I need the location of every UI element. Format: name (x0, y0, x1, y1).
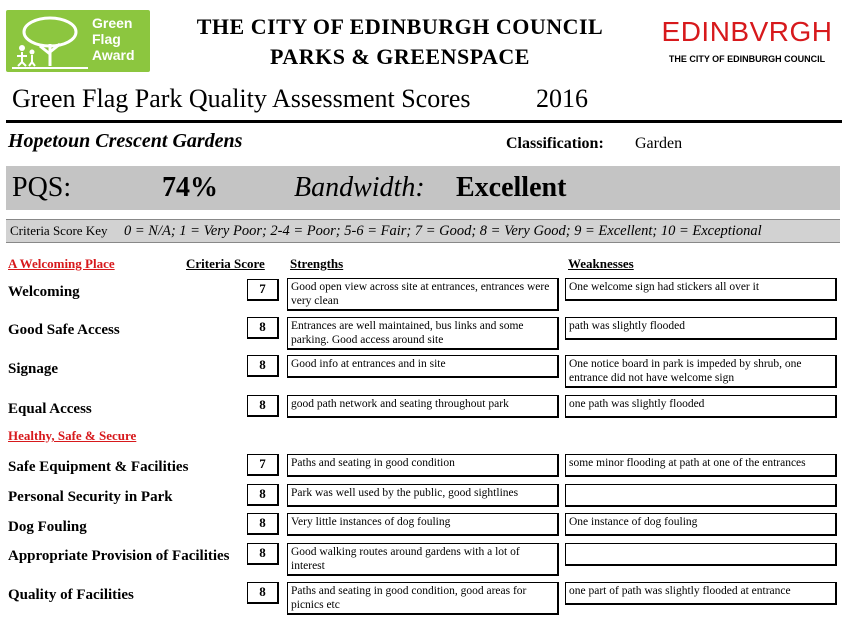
council-title: THE CITY OF EDINBURGH COUNCIL (196, 14, 604, 39)
edinburgh-logo-subtitle: THE CITY OF EDINBURGH COUNCIL (668, 54, 826, 64)
criterion-score: 8 (247, 355, 279, 377)
weaknesses-cell (565, 543, 837, 566)
strengths-cell: Very little instances of dog fouling (287, 513, 559, 536)
criterion-score: 7 (247, 279, 279, 301)
criterion-label: Personal Security in Park (8, 489, 173, 505)
classification-value: Garden (635, 135, 683, 152)
criterion-score: 8 (247, 484, 279, 506)
strengths-cell: Park was well used by the public, good sightlines (287, 484, 559, 507)
weaknesses-cell: one part of path was slightly flooded at entrance (565, 582, 837, 605)
criterion-score: 8 (247, 582, 279, 604)
gf-logo-line-3: Award (92, 47, 135, 63)
green-flag-award-logo (6, 10, 150, 72)
pqs-value: 74% (162, 172, 218, 203)
criterion-score: 8 (247, 543, 279, 565)
criterion-score: 8 (247, 395, 279, 417)
weaknesses-cell: path was slightly flooded (565, 317, 837, 340)
column-header-strengths: Strengths (290, 256, 344, 271)
section-heading-welcoming: A Welcoming Place (8, 256, 115, 271)
strengths-cell: Entrances are well maintained, bus links and some parking. Good access around site (287, 317, 559, 350)
strengths-cell: Good open view across site at entrances, entrances were very clean (287, 278, 559, 311)
strengths-cell: Paths and seating in good condition (287, 454, 559, 477)
weaknesses-cell: One notice board in park is impeded by shrub, one entrance did not have welcome sign (565, 355, 837, 388)
strengths-cell: Paths and seating in good condition, good areas for picnics etc (287, 582, 559, 615)
gf-logo-line-2: Flag (92, 31, 121, 47)
gf-logo-line-1: Green (92, 15, 133, 31)
criterion-label: Appropriate Provision of Facilities (8, 548, 230, 564)
score-key-text: 0 = N/A; 1 = Very Poor; 2-4 = Poor; 5-6 = Fair; 7 = Good; 8 = Very Good; 9 = Excellent; 10 = Exceptional (124, 223, 762, 239)
weaknesses-cell: some minor flooding at path at one of the entrances (565, 454, 837, 477)
criterion-label: Signage (8, 361, 59, 377)
criterion-score: 8 (247, 513, 279, 535)
score-key-label: Criteria Score Key (10, 223, 108, 238)
report-title: Green Flag Park Quality Assessment Scores (12, 84, 471, 113)
classification-label: Classification: (506, 135, 604, 152)
criterion-label: Welcoming (8, 284, 80, 300)
strengths-cell: Good walking routes around gardens with a lot of interest (287, 543, 559, 576)
weaknesses-cell: One welcome sign had stickers all over it (565, 278, 837, 301)
column-header-weaknesses: Weaknesses (568, 256, 634, 271)
criterion-label: Safe Equipment & Facilities (8, 459, 189, 475)
weaknesses-cell (565, 484, 837, 507)
edinburgh-logo-word: EDINBVRGH (661, 16, 833, 47)
title-divider (6, 120, 842, 123)
edinburgh-logo (652, 14, 842, 70)
criterion-label: Quality of Facilities (8, 587, 134, 603)
criterion-label: Dog Fouling (8, 519, 87, 535)
tree-icon (10, 14, 90, 70)
criterion-label: Equal Access (8, 401, 92, 417)
bandwidth-value: Excellent (456, 172, 567, 203)
column-header-score: Criteria Score (186, 256, 265, 271)
strengths-cell: good path network and seating throughout park (287, 395, 559, 418)
section-heading-healthy-safe: Healthy, Safe & Secure (8, 428, 137, 443)
pqs-label: PQS: (12, 172, 72, 203)
report-year: 2016 (536, 84, 588, 113)
weaknesses-cell: one path was slightly flooded (565, 395, 837, 418)
park-name: Hopetoun Crescent Gardens (8, 130, 243, 152)
criterion-score: 8 (247, 317, 279, 339)
parks-title: PARKS & GREENSPACE (270, 44, 530, 69)
strengths-cell: Good info at entrances and in site (287, 355, 559, 378)
bandwidth-label: Bandwidth: (294, 172, 425, 203)
criterion-score: 7 (247, 454, 279, 476)
weaknesses-cell: One instance of dog fouling (565, 513, 837, 536)
criterion-label: Good Safe Access (8, 322, 120, 338)
